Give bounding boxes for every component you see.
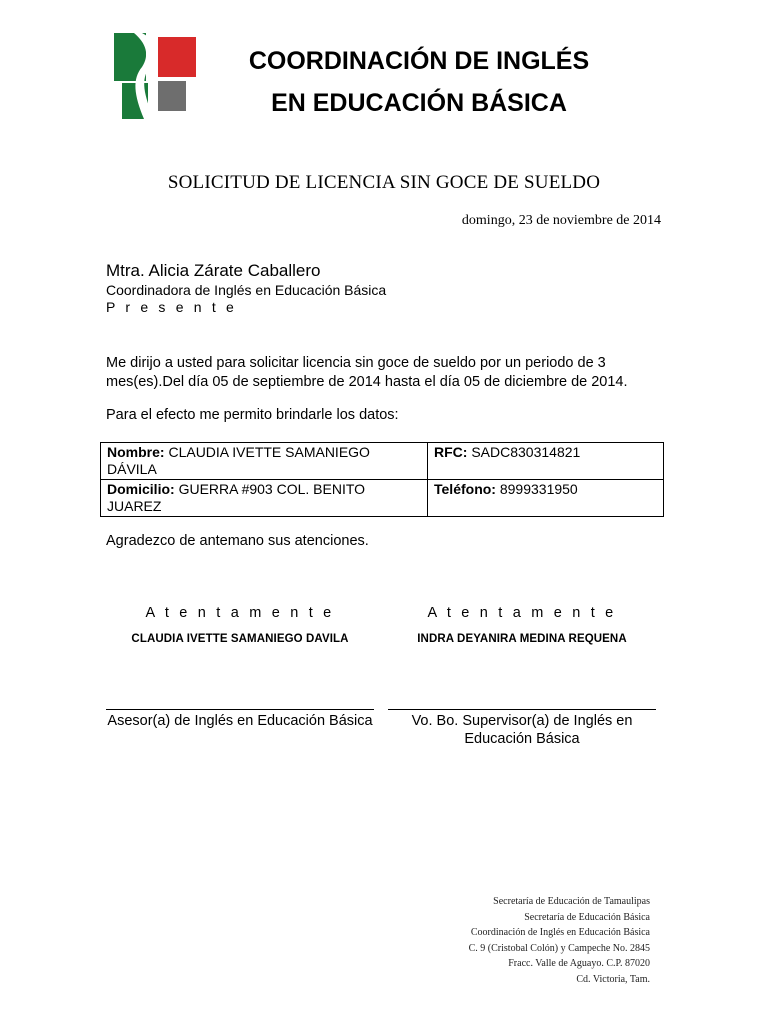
footer-line: Secretaría de Educación de Tamaulipas xyxy=(493,896,650,907)
table-cell-telefono xyxy=(428,480,664,517)
nombre-label: Nombre: xyxy=(107,444,165,460)
header-title-line2: EN EDUCACIÓN BÁSICA xyxy=(271,89,567,117)
recipient-name: Mtra. Alicia Zárate Caballero xyxy=(106,261,321,280)
request-paragraph: Me dirijo a usted para solicitar licencia sin goce de sueldo por un periodo de 3 mes(es).Del día 05 de septiembre de 2014 hasta el día 05 de diciembre de 2014. xyxy=(106,355,628,390)
document-date: domingo, 23 de noviembre de 2014 xyxy=(461,213,661,228)
document-title: SOLICITUD DE LICENCIA SIN GOCE DE SUELDO xyxy=(167,172,601,193)
footer-line: C. 9 (Cristobal Colón) y Campeche No. 2845 xyxy=(468,942,650,954)
table-cell-rfc xyxy=(428,443,664,480)
table-cell-domicilio xyxy=(101,480,428,517)
telefono-value: 8999331950 xyxy=(499,481,578,497)
footer-line: Cd. Victoria, Tam. xyxy=(576,973,650,985)
signer-role-right: Vo. Bo. Supervisor(a) de Inglés en Educación Básica xyxy=(411,713,633,747)
table-row xyxy=(101,480,664,517)
thanks-text: Agradezco de antemano sus atenciones. xyxy=(106,533,369,549)
table-row xyxy=(101,443,664,480)
signer-name-right: INDRA DEYANIRA MEDINA REQUENA xyxy=(417,633,627,645)
footer-address xyxy=(469,894,650,987)
domicilio-value: GUERRA #903 COL. BENITO JUAREZ xyxy=(107,481,366,514)
signature-line-left xyxy=(106,709,374,710)
table-cell-nombre xyxy=(101,443,428,480)
nombre-value: CLAUDIA IVETTE SAMANIEGO DÁVILA xyxy=(107,444,370,477)
closing-left: A t e n t a m e n t e xyxy=(145,605,335,621)
institution-logo xyxy=(114,33,196,119)
footer-line: Coordinación de Inglés en Educación Básica xyxy=(470,927,650,938)
recipient-role: Coordinadora de Inglés en Educación Básica xyxy=(106,282,387,298)
footer-line: Fracc. Valle de Aguayo. C.P. 87020 xyxy=(508,958,650,969)
header-title-line1: COORDINACIÓN DE INGLÉS xyxy=(248,47,590,75)
greeting-presente: P r e s e n t e xyxy=(106,299,238,315)
signature-line-right xyxy=(388,709,656,710)
telefono-label: Teléfono: xyxy=(434,481,496,497)
data-intro: Para el efecto me permito brindarle los datos: xyxy=(106,407,399,423)
applicant-data-table xyxy=(100,442,664,517)
domicilio-label: Domicilio: xyxy=(107,481,175,497)
footer-line: Secretaría de Educación Básica xyxy=(524,911,650,923)
logo-gray-block xyxy=(158,81,186,111)
logo-red-block xyxy=(158,37,196,77)
closing-right: A t e n t a m e n t e xyxy=(427,605,617,621)
rfc-value: SADC830314821 xyxy=(471,444,581,460)
rfc-label: RFC: xyxy=(434,444,468,460)
signer-name-left: CLAUDIA IVETTE SAMANIEGO DAVILA xyxy=(131,633,349,645)
signer-role-left: Asesor(a) de Inglés en Educación Básica xyxy=(107,713,373,729)
